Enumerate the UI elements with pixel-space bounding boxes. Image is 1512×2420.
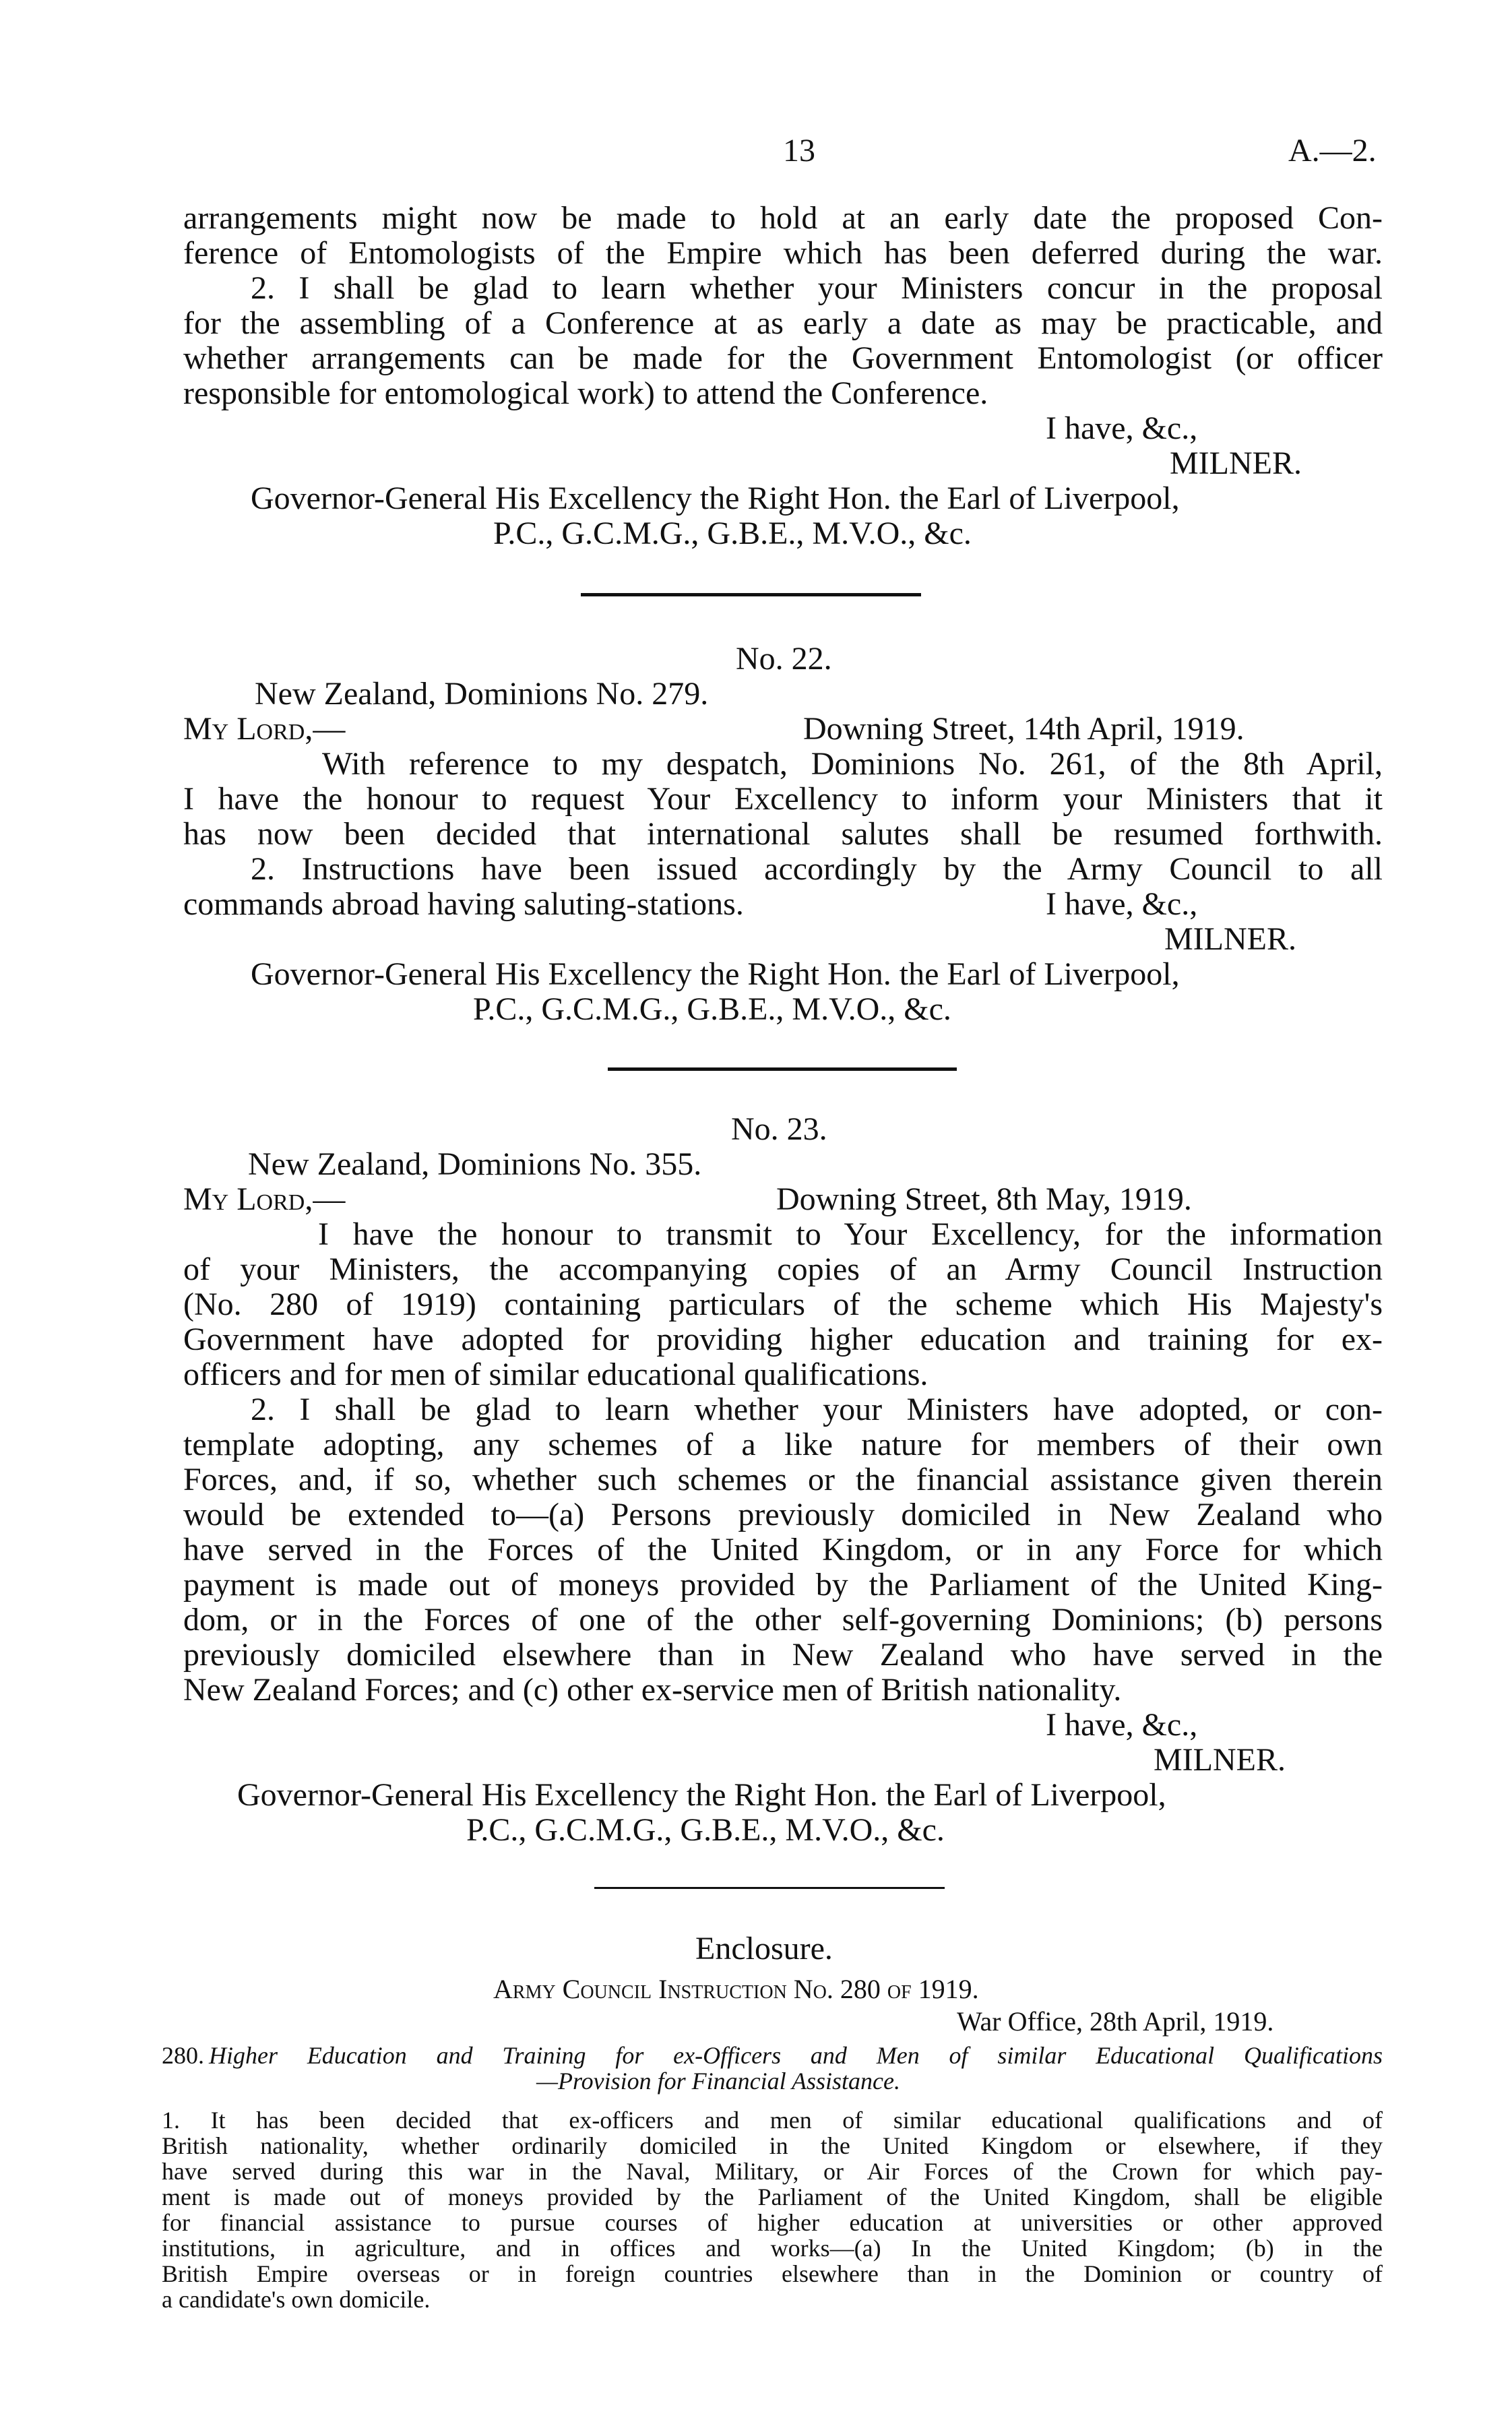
item-subtitle-text: —Provision for Financial Assistance. <box>536 2068 900 2095</box>
text-line: for financial assistance to pursue courses of higher education at universities or other approved <box>162 2209 1383 2236</box>
despatch-number: No. 22. <box>736 641 832 677</box>
page-number: 13 <box>783 133 815 168</box>
enclosure-heading: Enclosure. <box>695 1931 833 1966</box>
instruction-title: Army Council Instruction No. 280 of 1919. <box>493 1974 979 2004</box>
text-line: has now been decided that international salutes shall be resumed forthwith. <box>183 816 1383 852</box>
text-line: payment is made out of moneys provided by the Parliament of the United King- <box>183 1567 1383 1603</box>
addressee-honours: P.C., G.C.M.G., G.B.E., M.V.O., &c. <box>473 991 951 1027</box>
text-line: 2. Instructions have been issued accordingly by the Army Council to all <box>251 851 1383 887</box>
text-line: a candidate's own domicile. <box>162 2286 431 2313</box>
text-line: template adopting, any schemes of a like nature for members of their own <box>183 1427 1383 1462</box>
addressee: Governor-General His Excellency the Right Hon. the Earl of Liverpool, <box>251 480 1180 516</box>
despatch-series: New Zealand, Dominions No. 279. <box>255 676 709 712</box>
despatch-series: New Zealand, Dominions No. 355. <box>248 1146 702 1182</box>
signature: MILNER. <box>1154 1742 1286 1778</box>
signature: MILNER. <box>1164 921 1296 957</box>
salutation: My Lord,— <box>183 711 346 747</box>
despatch-number: No. 23. <box>731 1111 827 1147</box>
text-line: 2. I shall be glad to learn whether your Ministers have adopted, or con- <box>251 1392 1383 1427</box>
text-line: New Zealand Forces; and (c) other ex-service men of British nationality. <box>183 1672 1122 1708</box>
text-line: Forces, and, if so, whether such schemes or the financial assistance given therein <box>183 1462 1383 1497</box>
text-line: institutions, in agriculture, and in offices and works—(a) In the United Kingdom; (b) in the <box>162 2235 1383 2262</box>
text-line: of your Ministers, the accompanying copies of an Army Council Instruction <box>183 1251 1383 1287</box>
place-date: Downing Street, 14th April, 1919. <box>803 711 1245 747</box>
text-line: British nationality, whether ordinarily domiciled in the United Kingdom or elsewhere, if they <box>162 2132 1383 2159</box>
text-line: officers and for men of similar educational qualifications. <box>183 1357 928 1392</box>
text-line: previously domiciled elsewhere than in New Zealand who have served in the <box>183 1637 1383 1673</box>
item-number: 280. <box>162 2042 204 2069</box>
addressee-honours: P.C., G.C.M.G., G.B.E., M.V.O., &c. <box>466 1812 945 1848</box>
item-title-text: Higher Education and Training for ex-Officers and Men of similar Educational Qualifications <box>209 2042 1383 2069</box>
section-divider <box>608 1067 957 1071</box>
text-line: 1. It has been decided that ex-officers and men of similar educational qualifications and of <box>162 2107 1383 2134</box>
text-line: dom, or in the Forces of one of the other self-governing Dominions; (b) persons <box>183 1602 1383 1638</box>
text-line: ference of Entomologists of the Empire which has been deferred during the war. <box>183 235 1383 271</box>
addressee: Governor-General His Excellency the Right Hon. the Earl of Liverpool, <box>237 1777 1166 1813</box>
text-line: responsible for entomological work) to attend the Conference. <box>183 375 988 411</box>
instruction-place-date: War Office, 28th April, 1919. <box>957 2006 1274 2037</box>
text-line: have served during this war in the Naval, Military, or Air Forces of the Crown for which pay- <box>162 2158 1383 2185</box>
text-line: I have the honour to transmit to Your Excellency, for the information <box>318 1216 1383 1252</box>
text-line: I have the honour to request Your Excellency to inform your Ministers that it <box>183 781 1383 817</box>
closing-formula: I have, &c., <box>1046 1707 1198 1743</box>
text-line: British Empire overseas or in foreign countries elsewhere than in the Dominion or country of <box>162 2260 1383 2287</box>
signature: MILNER. <box>1170 445 1302 481</box>
addressee: Governor-General His Excellency the Right Hon. the Earl of Liverpool, <box>251 956 1180 992</box>
text-line: With reference to my despatch, Dominions No. 261, of the 8th April, <box>322 746 1383 782</box>
text-line: (No. 280 of 1919) containing particulars of the scheme which His Majesty's <box>183 1286 1383 1322</box>
document-reference: A.—2. <box>1288 133 1377 168</box>
item-title <box>209 2043 1383 2069</box>
text-line: 2. I shall be glad to learn whether your Ministers concur in the proposal <box>251 270 1383 306</box>
section-divider <box>594 1887 945 1889</box>
text-line: for the assembling of a Conference at as early a date as may be practicable, and <box>183 305 1383 341</box>
text-line: have served in the Forces of the United Kingdom, or in any Force for which <box>183 1532 1383 1568</box>
item-subtitle <box>536 2069 900 2095</box>
text-line: whether arrangements can be made for the Government Entomologist (or officer <box>183 340 1383 376</box>
text-line: would be extended to—(a) Persons previously domiciled in New Zealand who <box>183 1497 1383 1532</box>
section-divider <box>581 593 921 596</box>
addressee-honours: P.C., G.C.M.G., G.B.E., M.V.O., &c. <box>493 516 972 551</box>
text-line: ment is made out of moneys provided by the Parliament of the United Kingdom, shall be eligible <box>162 2183 1383 2210</box>
text-line: commands abroad having saluting-stations. <box>183 886 744 922</box>
salutation: My Lord,— <box>183 1181 346 1217</box>
closing-formula: I have, &c., <box>1046 886 1198 922</box>
place-date: Downing Street, 8th May, 1919. <box>776 1181 1192 1217</box>
text-line: arrangements might now be made to hold at an early date the proposed Con- <box>183 200 1383 236</box>
text-line: Government have adopted for providing higher education and training for ex- <box>183 1322 1383 1357</box>
closing-formula: I have, &c., <box>1046 410 1198 446</box>
